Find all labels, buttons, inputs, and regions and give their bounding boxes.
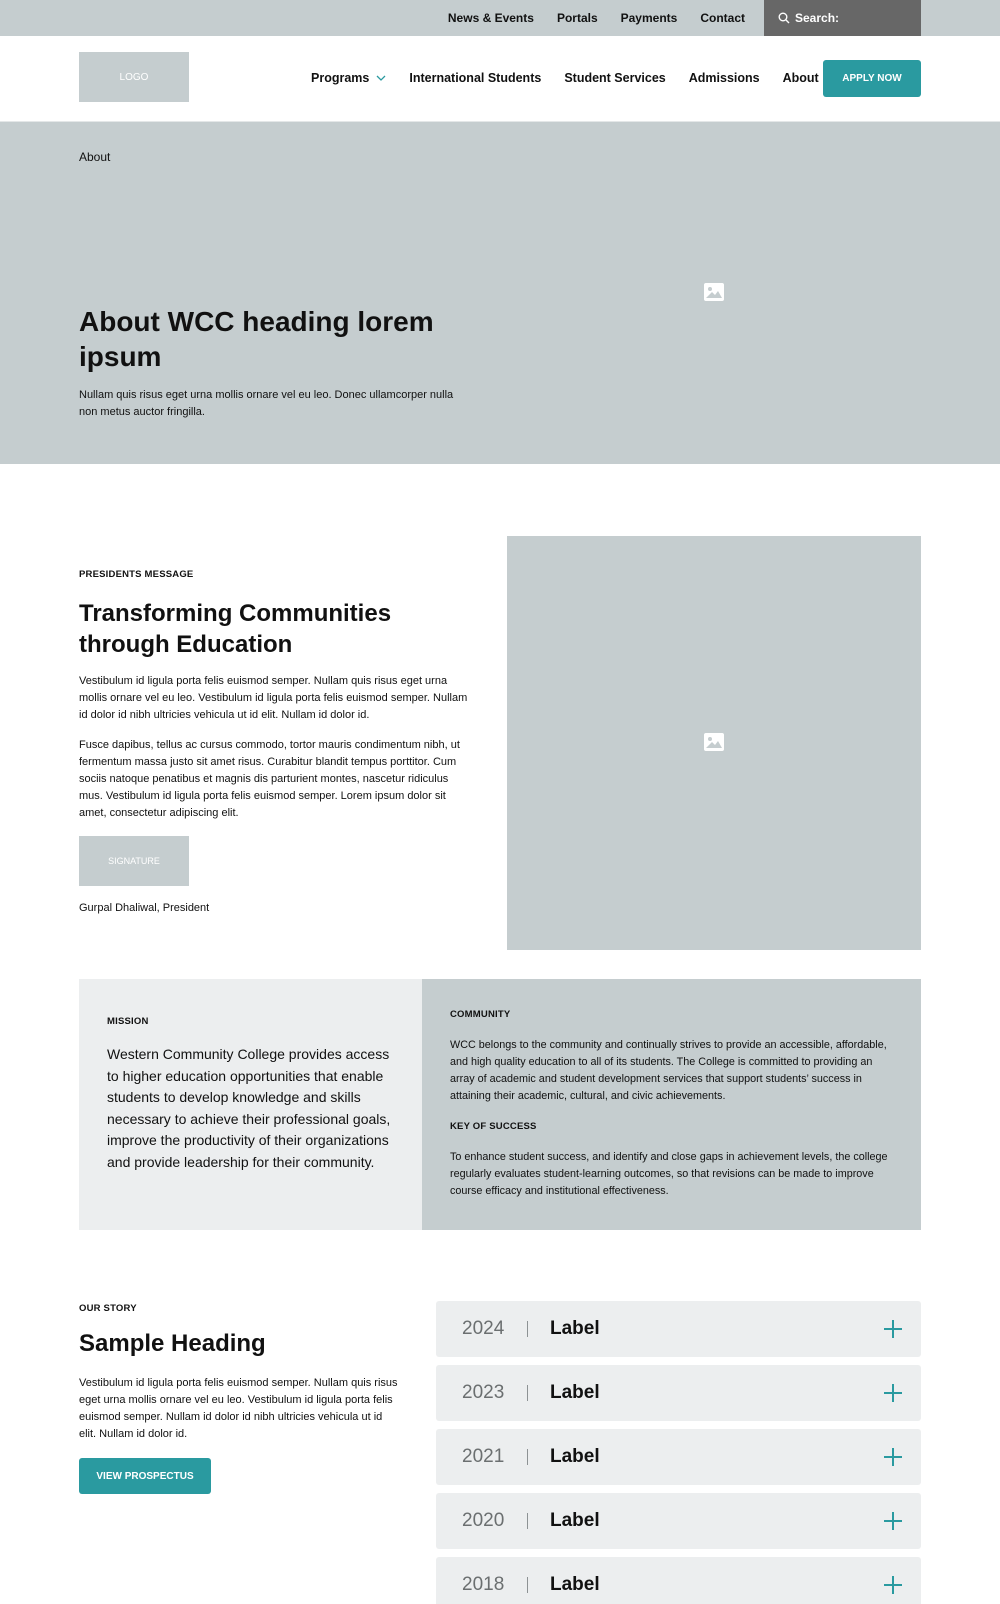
timeline-label: Label	[550, 1446, 600, 1467]
chevron-down-icon	[376, 75, 386, 81]
divider	[527, 1449, 528, 1465]
nav-item-label: Student Services	[564, 71, 666, 85]
community-text: WCC belongs to the community and continually strives to provide an accessible, affordable, and high quality education to all of its students. The College is committed to providing an array of academic and student development services that support students’ success in attaining their academic, cultural, and civic achievements.	[450, 1039, 887, 1102]
paragraph: Fusce dapibus, tellus ac cursus commodo, tortor mauris condimentum nibh, ut fermentum massa justo sit amet risus. Curabitur blandit tempus porttitor. Cum sociis natoque penatibus et magnis dis parturient montes, nascetur ridiculus mus. Vestibulum id ligula porta felis euismod semper. Lorem ipsum dolor sit amet, consectetur adipiscing elit.	[79, 739, 460, 819]
nav-items	[311, 71, 859, 85]
utility-links	[425, 0, 745, 36]
apply-now-button[interactable]: APPLY NOW	[823, 60, 921, 97]
president-image	[507, 536, 921, 950]
nav-item-label: Programs	[311, 71, 370, 85]
nav-item-international-students[interactable]	[409, 71, 541, 85]
view-prospectus-button[interactable]: VIEW PROSPECTUS	[79, 1458, 211, 1494]
section-heading: Transforming Communities through Education	[79, 600, 392, 658]
divider	[527, 1321, 528, 1337]
hero	[0, 122, 1000, 464]
timeline-item[interactable]	[436, 1301, 921, 1357]
nav-item-student-services[interactable]	[564, 71, 665, 85]
image-placeholder-icon	[703, 732, 725, 752]
nav-item-label: About	[782, 71, 819, 85]
mission-eyebrow: MISSION	[107, 1016, 149, 1027]
timeline-label: Label	[550, 1510, 600, 1531]
story-text: Vestibulum id ligula porta felis euismod semper. Nullam quis risus eget urna mollis ornare vel eu leo. Vestibulum id ligula porta felis euismod semper. Nullam id dolor id nibh ultricies vehicula ut id elit. Nullam id dolor id.	[79, 1377, 398, 1440]
timeline-label: Label	[550, 1382, 600, 1403]
president-name: Gurpal Dhaliwal, President	[79, 902, 210, 914]
timeline-item[interactable]	[436, 1493, 921, 1549]
search-input[interactable]	[764, 0, 921, 36]
nav-item-label: International Students	[409, 71, 542, 85]
success-eyebrow: KEY OF SUCCESS	[450, 1121, 537, 1132]
story-heading: Sample Heading	[79, 1330, 266, 1357]
utility-link-portals[interactable]: Portals	[556, 11, 598, 25]
timeline-year: 2021	[462, 1446, 505, 1467]
main-nav	[0, 36, 1000, 122]
plus-icon[interactable]	[883, 1447, 903, 1467]
timeline-year: 2023	[462, 1382, 505, 1403]
divider	[527, 1513, 528, 1529]
timeline-item[interactable]	[436, 1365, 921, 1421]
page-title: About WCC heading lorem ipsum	[79, 306, 434, 372]
community-card	[422, 979, 921, 1230]
mission-text: Western Community College provides access to higher education opportunities that enable students to develop knowledge and skills necessary to achieve their professional goals, improve the productivity of their organizations and provide leadership for their community.	[107, 1046, 391, 1170]
logo[interactable]: LOGO	[79, 52, 189, 102]
image-placeholder-icon	[703, 282, 725, 302]
timeline-accordion	[436, 1301, 921, 1604]
plus-icon[interactable]	[883, 1575, 903, 1595]
timeline-item[interactable]	[436, 1429, 921, 1485]
utility-link-news-events[interactable]: News & Events	[447, 11, 534, 25]
utility-bar	[0, 0, 1000, 36]
utility-link-payments[interactable]: Payments	[620, 11, 678, 25]
signature-image: SIGNATURE	[79, 836, 189, 886]
plus-icon[interactable]	[883, 1319, 903, 1339]
story-eyebrow: OUR STORY	[79, 1303, 137, 1314]
plus-icon[interactable]	[883, 1511, 903, 1531]
breadcrumb[interactable]: About	[79, 150, 111, 164]
utility-link-contact[interactable]: Contact	[700, 11, 745, 25]
divider	[527, 1577, 528, 1593]
timeline-year: 2024	[462, 1318, 505, 1339]
search-icon	[778, 12, 790, 24]
divider	[527, 1385, 528, 1401]
timeline-year: 2020	[462, 1510, 505, 1531]
timeline-label: Label	[550, 1574, 600, 1595]
timeline-label: Label	[550, 1318, 600, 1339]
section-eyebrow: PRESIDENTS MESSAGE	[79, 569, 194, 580]
timeline-year: 2018	[462, 1574, 505, 1595]
mission-card	[79, 979, 422, 1230]
paragraph: Vestibulum id ligula porta felis euismod semper. Nullam quis risus eget urna mollis ornare vel eu leo. Vestibulum id ligula porta felis euismod semper. Nullam id dolor id nibh ultricies vehicula ut id elit. Nullam id dolor id.	[79, 675, 468, 721]
success-text: To enhance student success, and identify and close gaps in achievement levels, the college regularly evaluates student-learning outcomes, so that revisions can be made to improve course efficacy and institutional effectiveness.	[450, 1151, 888, 1197]
nav-item-label: Admissions	[688, 71, 760, 85]
timeline-item[interactable]	[436, 1557, 921, 1604]
nav-item-admissions[interactable]	[689, 71, 760, 85]
community-eyebrow: COMMUNITY	[450, 1009, 511, 1020]
nav-item-programs[interactable]	[311, 71, 386, 85]
search-label: Search:	[795, 11, 840, 25]
hero-text: Nullam quis risus eget urna mollis ornare vel eu leo. Donec ullamcorper nulla non metus auctor fringilla.	[79, 389, 454, 418]
plus-icon[interactable]	[883, 1383, 903, 1403]
